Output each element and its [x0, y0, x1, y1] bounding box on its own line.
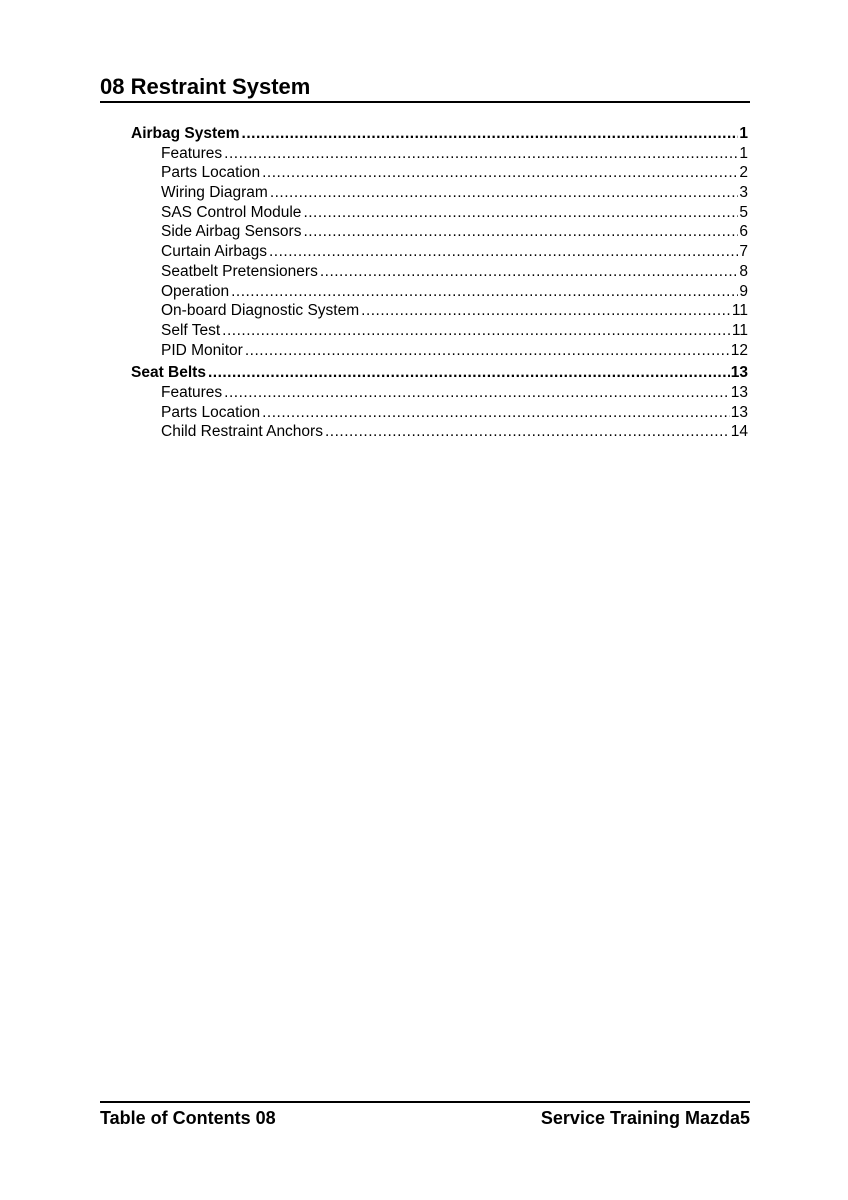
- footer-document-title: Table of Contents 08: [100, 1108, 276, 1128]
- toc-entry-label: Child Restraint Anchors: [161, 423, 323, 441]
- footer-publication-name: Service Training Mazda5: [540, 1108, 750, 1128]
- toc-entry-label: SAS Control Module: [161, 203, 302, 221]
- toc-entry-pid-monitor[interactable]: [131, 341, 748, 361]
- toc-leader: [303, 203, 738, 223]
- toc-entry-label: Parts Location: [161, 403, 261, 421]
- toc-entry-self-test[interactable]: [131, 321, 748, 341]
- toc-page-number: 5: [739, 203, 748, 221]
- toc-leader: [224, 383, 730, 403]
- toc-page-number: 14: [730, 423, 748, 441]
- toc-entry-label: Self Test: [161, 321, 221, 339]
- toc-section-label: Seat Belts: [131, 364, 206, 382]
- toc-entry-features[interactable]: [131, 144, 748, 164]
- toc-entry-parts-location[interactable]: [131, 163, 748, 183]
- toc-page-number: 11: [731, 321, 748, 339]
- toc-section-seat-belts[interactable]: [131, 363, 748, 383]
- toc-entry-child-restraint-anchors[interactable]: [131, 422, 748, 442]
- toc-leader: [231, 282, 738, 302]
- toc-leader: [270, 183, 739, 203]
- toc-entry-label: Side Airbag Sensors: [161, 223, 302, 241]
- page-title: 08 Restraint System: [100, 74, 311, 99]
- toc-page-number: 12: [730, 341, 748, 359]
- toc-leader: [361, 301, 731, 321]
- toc-entry-wiring-diagram[interactable]: [131, 183, 748, 203]
- toc-entry-seatbelt-pretensioners[interactable]: [131, 262, 748, 282]
- toc-section-airbag-system[interactable]: [131, 124, 748, 144]
- table-of-contents: [131, 124, 748, 442]
- toc-page-number: 6: [739, 223, 748, 241]
- toc-page-number: 11: [731, 302, 748, 320]
- toc-entry-label: PID Monitor: [161, 341, 243, 359]
- toc-leader: [269, 242, 738, 262]
- toc-leader: [303, 222, 738, 242]
- toc-leader: [245, 341, 730, 361]
- toc-page-number: 2: [739, 164, 748, 182]
- toc-entry-features[interactable]: [131, 383, 748, 403]
- toc-page-number: 9: [739, 282, 748, 300]
- toc-entry-label: Curtain Airbags: [161, 243, 267, 261]
- toc-entry-side-airbag-sensors[interactable]: [131, 222, 748, 242]
- toc-page-number: 13: [730, 364, 748, 382]
- toc-leader: [320, 262, 739, 282]
- toc-page-number: 1: [739, 144, 748, 162]
- toc-page-number: 3: [739, 184, 748, 202]
- toc-entry-operation[interactable]: [131, 282, 748, 302]
- toc-entry-sas-control-module[interactable]: [131, 203, 748, 223]
- toc-leader: [325, 422, 730, 442]
- toc-entry-label: Operation: [161, 282, 230, 300]
- toc-page-number: 1: [739, 125, 748, 142]
- toc-entry-parts-location[interactable]: [131, 403, 748, 423]
- toc-page-number: 8: [739, 262, 748, 280]
- toc-page-number: 13: [730, 383, 748, 401]
- toc-leader: [242, 124, 739, 144]
- toc-entry-label: Wiring Diagram: [161, 184, 268, 202]
- toc-page-number: 13: [730, 403, 748, 421]
- toc-entry-label: Seatbelt Pretensioners: [161, 262, 318, 280]
- toc-page-number: 7: [739, 243, 748, 261]
- toc-leader: [222, 321, 731, 341]
- toc-section-label: Airbag System: [131, 125, 240, 142]
- toc-entry-label: On-board Diagnostic System: [161, 302, 360, 320]
- toc-leader: [208, 363, 730, 383]
- toc-leader: [262, 403, 730, 423]
- toc-leader: [224, 144, 738, 164]
- toc-entry-label: Features: [161, 144, 223, 162]
- page-header: [100, 72, 750, 103]
- toc-entry-label: Features: [161, 383, 223, 401]
- toc-entry-on-board-diagnostic-system[interactable]: [131, 301, 748, 321]
- page-footer: [100, 1101, 750, 1135]
- toc-entry-curtain-airbags[interactable]: [131, 242, 748, 262]
- toc-entry-label: Parts Location: [161, 164, 261, 182]
- toc-leader: [262, 163, 738, 183]
